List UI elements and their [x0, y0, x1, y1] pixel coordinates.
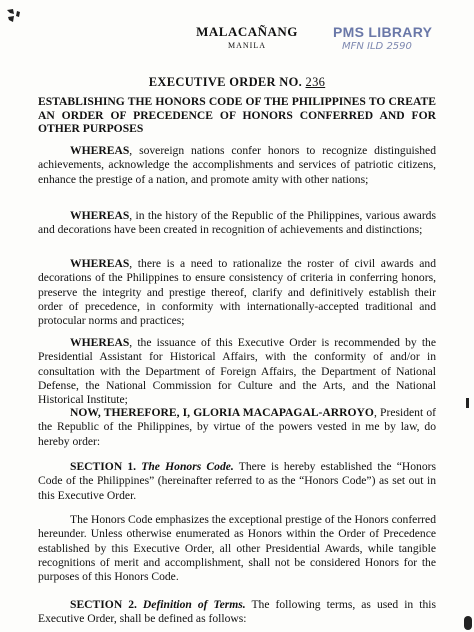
section-text: There is hereby established the “Honors Code of the Philippines” (hereinafter referred to as the “Honors Code”) as set out in this Executive Order.: [38, 460, 436, 502]
order-subject: ESTABLISHING THE HONORS CODE OF THE PHILIPPINES TO CREATE AN ORDER OF PRECEDENCE OF HONORS CONFERRED AND FOR OTHER PURPOSES: [38, 95, 436, 136]
paragraph-text: , in the history of the Republic of the Philippines, various awards and decorations have been created in recognition of achievements and distinctions;: [38, 209, 436, 237]
now-therefore-paragraph: [38, 406, 436, 449]
paragraph-lead: WHEREAS: [70, 144, 130, 157]
paragraph-lead: WHEREAS: [70, 209, 130, 222]
scan-mark: [464, 616, 472, 630]
paragraph-text: , the issuance of this Executive Order is recommended by the Presidential Assistant for Historical Affairs, with the conformity of and/or in consultation with the Department of Foreign Affairs, the Department of National Defense, the National Commission for Culture and the Arts, and the National Historical Institute;: [38, 336, 436, 407]
paragraph-lead: WHEREAS: [70, 336, 130, 349]
order-title: [0, 75, 474, 90]
scan-mark: [466, 398, 469, 408]
honors-code-paragraph: [38, 513, 436, 584]
whereas-paragraph-1: [38, 144, 436, 187]
section-number: SECTION 2.: [70, 598, 137, 611]
section-2: [38, 598, 436, 627]
whereas-paragraph-2: [38, 209, 436, 238]
paragraph-lead: NOW, THEREFORE, I, GLORIA MACAPAGAL-ARROYO: [70, 406, 374, 419]
section-number: SECTION 1.: [70, 460, 137, 473]
order-number: 236: [305, 75, 326, 89]
city-heading: MANILA: [228, 41, 266, 50]
office-heading: MALACAÑANG: [196, 24, 298, 39]
paragraph-text: , President of the Republic of the Philippines, by virtue of the powers vested in me by law, do hereby order:: [38, 406, 436, 448]
section-heading: The Honors Code.: [141, 460, 234, 473]
section-heading: Definition of Terms.: [142, 598, 246, 611]
paragraph-lead: WHEREAS: [70, 257, 130, 270]
paragraph-text: The Honors Code emphasizes the exceptional prestige of the Honors conferred hereunder. Unless otherwise enumerated as Honors within the Order of Precedence established by this Executive Order, all other Presidential Awards, while tangible recognitions of merit and accomplishment, shall not be considered Honors for the purposes of this Honors Code.: [38, 513, 436, 584]
library-stamp: PMS LIBRARY: [333, 24, 433, 40]
handwritten-annotation: MFN ILD 2590: [342, 41, 412, 52]
paragraph-text: , sovereign nations confer honors to recognize distinguished achievements, acknowledge the accomplishments and services of patriotic citizens, enhance the prestige of a nation, and promote amity with other nations;: [38, 144, 436, 186]
section-text: The following terms, as used in this Executive Order, shall be defined as follows:: [38, 598, 436, 626]
section-1: [38, 460, 436, 503]
whereas-paragraph-4: [38, 336, 436, 407]
paragraph-text: , there is a need to rationalize the roster of civil awards and decorations of the Philippines to ensure consistency of criteria in conferring honors, preserve the integrity and prestige thereof, clarify and definitively establish their order of precedence, in conformity with internationally-accepted traditional and protocular norms and practices;: [38, 257, 436, 328]
whereas-paragraph-3: [38, 257, 436, 328]
order-label: EXECUTIVE ORDER NO.: [148, 75, 303, 89]
